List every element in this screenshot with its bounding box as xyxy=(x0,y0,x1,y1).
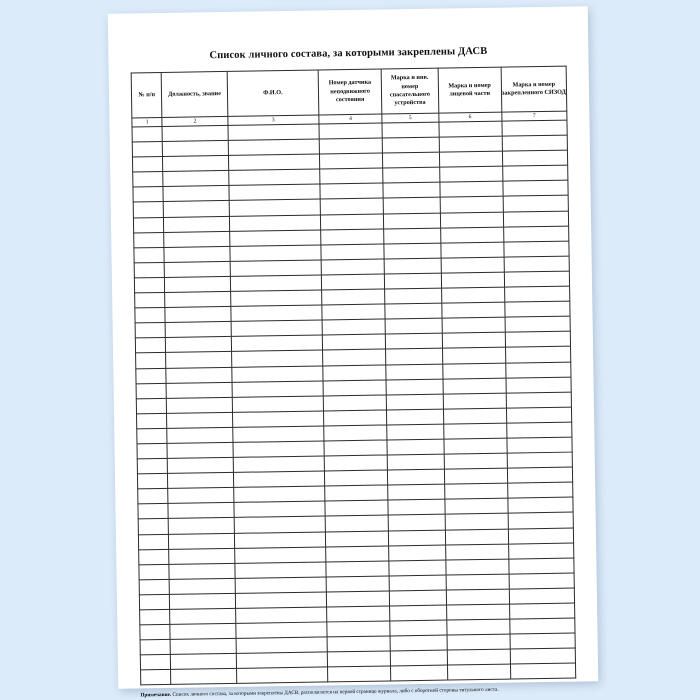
table-cell[interactable] xyxy=(386,379,443,395)
table-cell[interactable] xyxy=(324,470,387,486)
table-note xyxy=(140,686,576,700)
page-title: Список личного состава, за которыми закреплены ДАСВ xyxy=(209,45,488,62)
table-cell[interactable] xyxy=(327,636,390,652)
table-cell[interactable] xyxy=(323,380,386,396)
table-cell[interactable] xyxy=(162,125,227,141)
table-cell[interactable] xyxy=(505,331,571,347)
table-cell[interactable] xyxy=(384,258,441,274)
table-cell[interactable] xyxy=(443,393,506,409)
table-cell[interactable] xyxy=(320,198,383,214)
table-cell[interactable] xyxy=(137,458,168,474)
table-cell[interactable] xyxy=(391,665,448,681)
table-cell[interactable] xyxy=(135,292,166,308)
table-cell[interactable] xyxy=(166,382,231,398)
table-cell[interactable] xyxy=(165,276,230,292)
table-cell[interactable] xyxy=(135,338,166,354)
table-cell[interactable] xyxy=(325,530,388,546)
table-cell[interactable] xyxy=(390,650,447,666)
table-cell[interactable] xyxy=(508,543,574,559)
table-cell[interactable] xyxy=(228,169,320,186)
table-cell[interactable] xyxy=(439,136,502,152)
table-cell[interactable] xyxy=(235,592,327,609)
table-cell[interactable] xyxy=(163,186,228,202)
table-cell[interactable] xyxy=(140,655,171,671)
table-cell[interactable] xyxy=(229,230,321,247)
table-cell[interactable] xyxy=(141,670,172,686)
table-cell[interactable] xyxy=(327,651,390,667)
table-cell[interactable] xyxy=(170,578,235,594)
table-cell[interactable] xyxy=(503,226,569,242)
document-page xyxy=(108,6,599,699)
table-cell[interactable] xyxy=(168,488,233,504)
table-cell[interactable] xyxy=(327,621,390,637)
table-cell[interactable] xyxy=(327,606,390,622)
table-cell[interactable] xyxy=(324,455,387,471)
table-cell[interactable] xyxy=(133,187,164,203)
table-cell[interactable] xyxy=(322,289,385,305)
table-cell[interactable] xyxy=(133,172,164,188)
table-cell[interactable] xyxy=(388,530,445,546)
table-cell[interactable] xyxy=(325,485,388,501)
table-cell[interactable] xyxy=(326,576,389,592)
table-cell[interactable] xyxy=(509,558,575,574)
table-cell[interactable] xyxy=(506,377,572,393)
table-cell[interactable] xyxy=(387,439,444,455)
table-cell[interactable] xyxy=(138,504,169,520)
table-cell[interactable] xyxy=(502,150,568,166)
table-cell[interactable] xyxy=(445,514,508,530)
header-row xyxy=(131,66,567,118)
table-cell[interactable] xyxy=(442,332,505,348)
table-cell[interactable] xyxy=(137,428,168,444)
table-cell[interactable] xyxy=(326,546,389,562)
table-cell[interactable] xyxy=(323,395,386,411)
table-cell[interactable] xyxy=(504,256,570,272)
table-cell[interactable] xyxy=(234,516,326,533)
table-cell[interactable] xyxy=(228,154,320,171)
table-cell[interactable] xyxy=(324,410,387,426)
table-cell[interactable] xyxy=(445,544,508,560)
table-cell[interactable] xyxy=(236,622,328,639)
table-cell[interactable] xyxy=(169,533,234,549)
column-header-fullname: Ф.И.О. xyxy=(227,70,319,116)
table-cell[interactable] xyxy=(445,498,508,514)
table-cell[interactable] xyxy=(167,442,232,458)
table-cell[interactable] xyxy=(169,518,234,534)
table-cell[interactable] xyxy=(390,635,447,651)
table-cell[interactable] xyxy=(390,605,447,621)
table-cell[interactable] xyxy=(320,183,383,199)
table-cell[interactable] xyxy=(234,501,326,518)
table-cell[interactable] xyxy=(503,180,569,196)
table-cell[interactable] xyxy=(169,548,234,564)
table-cell[interactable] xyxy=(390,620,447,636)
table-cell[interactable] xyxy=(324,425,387,441)
table-cell[interactable] xyxy=(132,126,163,142)
table-cell[interactable] xyxy=(505,362,571,378)
table-cell[interactable] xyxy=(134,232,165,248)
column-header-facepiece: Марка и номер лицевой части xyxy=(438,67,502,113)
table-cell[interactable] xyxy=(319,138,382,154)
table-cell[interactable] xyxy=(503,211,569,227)
table-cell[interactable] xyxy=(165,307,230,323)
table-cell[interactable] xyxy=(507,452,573,468)
table-cell[interactable] xyxy=(504,241,570,257)
table-cell[interactable] xyxy=(137,474,168,490)
column-number-1: 1 xyxy=(132,117,163,126)
table-cell[interactable] xyxy=(165,291,230,307)
table-cell[interactable] xyxy=(322,319,385,335)
table-cell[interactable] xyxy=(385,303,442,319)
table-cell[interactable] xyxy=(509,618,575,634)
table-cell[interactable] xyxy=(439,151,502,167)
table-cell[interactable] xyxy=(504,271,570,287)
table-cell[interactable] xyxy=(231,350,323,367)
table-cell[interactable] xyxy=(508,513,574,529)
table-cell[interactable] xyxy=(139,549,170,565)
table-cell[interactable] xyxy=(505,316,571,332)
table-cell[interactable] xyxy=(171,669,236,685)
table-cell[interactable] xyxy=(230,245,322,262)
column-number-5: 5 xyxy=(382,113,439,123)
table-cell[interactable] xyxy=(133,202,164,218)
table-cell[interactable] xyxy=(138,489,169,505)
table-body xyxy=(132,120,576,685)
table-cell[interactable] xyxy=(132,142,163,158)
table-cell[interactable] xyxy=(445,559,508,575)
table-cell[interactable] xyxy=(389,575,446,591)
table-cell[interactable] xyxy=(171,639,236,655)
table-cell[interactable] xyxy=(388,484,445,500)
table-cell[interactable] xyxy=(508,528,574,544)
table-cell[interactable] xyxy=(442,348,505,364)
table-cell[interactable] xyxy=(385,333,442,349)
table-cell[interactable] xyxy=(168,473,233,489)
table-cell[interactable] xyxy=(510,663,576,679)
table-cell[interactable] xyxy=(441,272,504,288)
table-cell[interactable] xyxy=(439,121,502,137)
table-cell[interactable] xyxy=(383,167,440,183)
table-cell[interactable] xyxy=(167,412,232,428)
table-cell[interactable] xyxy=(324,440,387,456)
table-cell[interactable] xyxy=(164,246,229,262)
table-cell[interactable] xyxy=(236,652,328,669)
table-cell[interactable] xyxy=(231,305,323,322)
table-cell[interactable] xyxy=(232,426,324,443)
table-cell[interactable] xyxy=(320,168,383,184)
column-header-motion-sensor: Номер датчика неподвижного состояния xyxy=(318,69,382,115)
table-cell[interactable] xyxy=(135,323,166,339)
table-cell[interactable] xyxy=(319,153,382,169)
table-cell[interactable] xyxy=(446,604,509,620)
table-cell[interactable] xyxy=(444,453,507,469)
table-cell[interactable] xyxy=(136,383,167,399)
table-cell[interactable] xyxy=(440,212,503,228)
table-cell[interactable] xyxy=(231,365,323,382)
table-cell[interactable] xyxy=(506,407,572,423)
table-cell[interactable] xyxy=(136,368,167,384)
table-cell[interactable] xyxy=(507,437,573,453)
table-cell[interactable] xyxy=(166,367,231,383)
table-cell[interactable] xyxy=(386,394,443,410)
table-cell[interactable] xyxy=(169,563,234,579)
table-cell[interactable] xyxy=(502,165,568,181)
table-cell[interactable] xyxy=(503,196,569,212)
table-cell[interactable] xyxy=(326,591,389,607)
table-cell[interactable] xyxy=(163,171,228,187)
table-cell[interactable] xyxy=(509,588,575,604)
table-cell[interactable] xyxy=(233,486,325,503)
table-cell[interactable] xyxy=(385,288,442,304)
table-cell[interactable] xyxy=(323,364,386,380)
column-number-3: 3 xyxy=(228,115,319,125)
table-cell[interactable] xyxy=(386,349,443,365)
table-cell[interactable] xyxy=(134,262,165,278)
table-cell[interactable] xyxy=(507,482,573,498)
table-cell[interactable] xyxy=(228,139,320,156)
table-cell[interactable] xyxy=(232,396,324,413)
table-cell[interactable] xyxy=(388,469,445,485)
table-cell[interactable] xyxy=(137,413,168,429)
table-cell[interactable] xyxy=(386,364,443,380)
table-cell[interactable] xyxy=(323,349,386,365)
table-cell[interactable] xyxy=(326,561,389,577)
table-cell[interactable] xyxy=(510,648,576,664)
table-cell[interactable] xyxy=(133,217,164,233)
note-text: Список личного состава, за которыми закреплены ДАСВ, располагается на первой странице журнала, либо с оборотной стороны титульного листа. xyxy=(171,687,499,699)
table-cell[interactable] xyxy=(443,378,506,394)
table-cell[interactable] xyxy=(441,242,504,258)
table-cell[interactable] xyxy=(389,590,446,606)
column-header-number: № п/п xyxy=(131,72,162,117)
table-cell[interactable] xyxy=(509,603,575,619)
table-cell[interactable] xyxy=(444,438,507,454)
table-cell[interactable] xyxy=(168,457,233,473)
table-cell[interactable] xyxy=(321,259,384,275)
table-cell[interactable] xyxy=(230,290,322,307)
table-cell[interactable] xyxy=(171,654,236,670)
table-cell[interactable] xyxy=(138,519,169,535)
table-cell[interactable] xyxy=(505,346,571,362)
table-cell[interactable] xyxy=(325,500,388,516)
table-cell[interactable] xyxy=(231,335,323,352)
table-cell[interactable] xyxy=(232,411,324,428)
table-cell[interactable] xyxy=(234,547,326,564)
table-cell[interactable] xyxy=(139,564,170,580)
table-cell[interactable] xyxy=(235,577,327,594)
table-cell[interactable] xyxy=(321,274,384,290)
table-cell[interactable] xyxy=(440,227,503,243)
table-cell[interactable] xyxy=(234,531,326,548)
table-cell[interactable] xyxy=(328,666,391,682)
table-cell[interactable] xyxy=(231,320,323,337)
table-cell[interactable] xyxy=(140,624,171,640)
table-cell[interactable] xyxy=(170,593,235,609)
table-cell[interactable] xyxy=(233,441,325,458)
table-cell[interactable] xyxy=(506,392,572,408)
table-cell[interactable] xyxy=(140,640,171,656)
table-cell[interactable] xyxy=(440,182,503,198)
table-cell[interactable] xyxy=(440,197,503,213)
table-cell[interactable] xyxy=(235,607,327,624)
table-cell[interactable] xyxy=(504,286,570,302)
personnel-table xyxy=(131,66,577,686)
table-cell[interactable] xyxy=(446,589,509,605)
table-cell[interactable] xyxy=(132,157,163,173)
table-cell[interactable] xyxy=(321,229,384,245)
table-cell[interactable] xyxy=(170,623,235,639)
table-cell[interactable] xyxy=(235,562,327,579)
table-cell[interactable] xyxy=(442,317,505,333)
column-number-4: 4 xyxy=(319,114,382,124)
table-cell[interactable] xyxy=(170,608,235,624)
table-cell[interactable] xyxy=(136,398,167,414)
table-cell[interactable] xyxy=(389,560,446,576)
table-cell[interactable] xyxy=(232,381,324,398)
table-cell[interactable] xyxy=(447,649,510,665)
table-cell[interactable] xyxy=(321,244,384,260)
table-cell[interactable] xyxy=(447,664,510,680)
table-cell[interactable] xyxy=(502,135,568,151)
table-cell[interactable] xyxy=(135,308,166,324)
table-cell[interactable] xyxy=(229,199,321,216)
table-cell[interactable] xyxy=(134,247,165,263)
table-cell[interactable] xyxy=(164,201,229,217)
table-cell[interactable] xyxy=(166,322,231,338)
table-cell[interactable] xyxy=(442,363,505,379)
table-cell[interactable] xyxy=(509,573,575,589)
table-cell[interactable] xyxy=(389,545,446,561)
table-cell[interactable] xyxy=(163,156,228,172)
table-cell[interactable] xyxy=(233,456,325,473)
table-cell[interactable] xyxy=(136,353,167,369)
table-cell[interactable] xyxy=(505,301,571,317)
table-cell[interactable] xyxy=(320,214,383,230)
table-cell[interactable] xyxy=(445,529,508,545)
column-header-position: Должность, звание xyxy=(162,71,228,117)
table-cell[interactable] xyxy=(167,427,232,443)
table-cell[interactable] xyxy=(446,619,509,635)
table-cell[interactable] xyxy=(387,454,444,470)
table-cell[interactable] xyxy=(384,273,441,289)
table-cell[interactable] xyxy=(138,534,169,550)
table-cell[interactable] xyxy=(164,231,229,247)
table-cell[interactable] xyxy=(502,120,568,136)
table-header xyxy=(131,66,567,127)
table-cell[interactable] xyxy=(510,633,576,649)
table-cell[interactable] xyxy=(443,423,506,439)
table-cell[interactable] xyxy=(228,124,320,141)
table-cell[interactable] xyxy=(383,198,440,214)
table-cell[interactable] xyxy=(167,397,232,413)
table-cell[interactable] xyxy=(134,277,165,293)
table-cell[interactable] xyxy=(383,152,440,168)
table-cell[interactable] xyxy=(166,352,231,368)
table-cell[interactable] xyxy=(382,122,439,138)
table-cell[interactable] xyxy=(229,184,321,201)
table-cell[interactable] xyxy=(140,609,171,625)
table-cell[interactable] xyxy=(233,471,325,488)
table-cell[interactable] xyxy=(439,166,502,182)
table-cell[interactable] xyxy=(441,257,504,273)
column-number-6: 6 xyxy=(438,112,501,122)
column-header-rescue-device: Марка и инв. номер спасательного устройства xyxy=(381,68,438,114)
table-cell[interactable] xyxy=(229,215,321,232)
table-cell[interactable] xyxy=(325,515,388,531)
table-cell[interactable] xyxy=(384,228,441,244)
table-cell[interactable] xyxy=(441,302,504,318)
table-cell[interactable] xyxy=(165,261,230,277)
table-cell[interactable] xyxy=(319,123,382,139)
table-cell[interactable] xyxy=(139,594,170,610)
column-number-7: 7 xyxy=(502,111,567,121)
table-cell[interactable] xyxy=(446,574,509,590)
table-cell[interactable] xyxy=(444,483,507,499)
table-cell[interactable] xyxy=(444,468,507,484)
table-cell[interactable] xyxy=(388,499,445,515)
note-label: Примечание. xyxy=(140,692,172,699)
table-cell[interactable] xyxy=(236,667,328,684)
table-cell[interactable] xyxy=(506,422,572,438)
table-cell[interactable] xyxy=(447,634,510,650)
table-cell[interactable] xyxy=(382,137,439,153)
table-cell[interactable] xyxy=(441,287,504,303)
table-cell[interactable] xyxy=(385,318,442,334)
table-cell[interactable] xyxy=(387,424,444,440)
table-cell[interactable] xyxy=(388,515,445,531)
table-cell[interactable] xyxy=(236,637,328,654)
table-cell[interactable] xyxy=(164,216,229,232)
table-cell[interactable] xyxy=(383,182,440,198)
table-cell[interactable] xyxy=(507,467,573,483)
column-number-2: 2 xyxy=(162,116,227,126)
table-cell[interactable] xyxy=(230,260,322,277)
table-cell[interactable] xyxy=(322,334,385,350)
table-cell[interactable] xyxy=(166,337,231,353)
table-cell[interactable] xyxy=(137,443,168,459)
table-cell[interactable] xyxy=(163,141,228,157)
table-cell[interactable] xyxy=(168,503,233,519)
table-cell[interactable] xyxy=(383,213,440,229)
table-cell[interactable] xyxy=(387,409,444,425)
column-header-sizod: Марка и номер закрепленного СИЗОД xyxy=(501,66,567,112)
table-cell[interactable] xyxy=(508,497,574,513)
table-cell[interactable] xyxy=(230,275,322,292)
table-cell[interactable] xyxy=(322,304,385,320)
table-cell[interactable] xyxy=(384,243,441,259)
table-cell[interactable] xyxy=(139,579,170,595)
table-cell[interactable] xyxy=(443,408,506,424)
